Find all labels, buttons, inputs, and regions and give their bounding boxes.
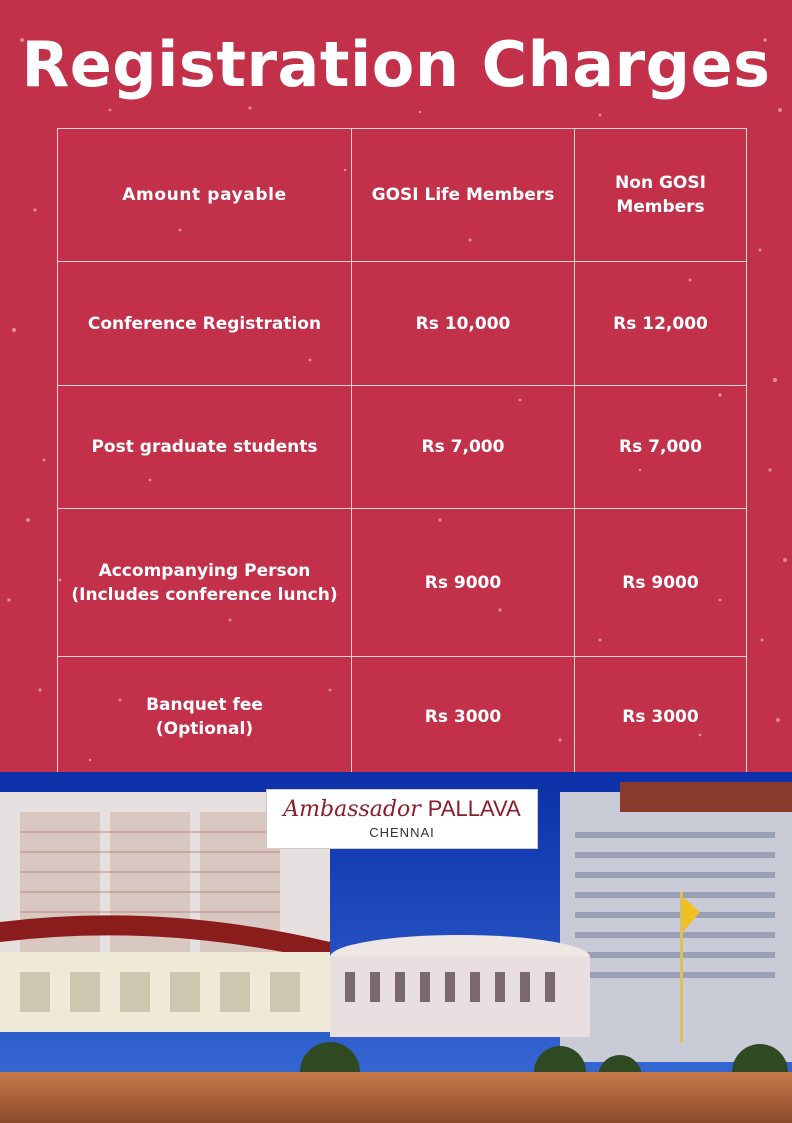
row-label-line1: Banquet fee [146,694,263,715]
table-row [58,657,747,773]
logo-script-text: Ambassador [283,797,421,822]
logo-wordmark [267,794,537,825]
table-row [58,262,747,386]
row-label: Post graduate students [58,386,352,509]
registration-charges-table [57,128,747,772]
header-non-gosi-members: Non GOSI Members [575,129,747,262]
gosi-fee: Rs 3000 [352,657,575,773]
page-title: Registration Charges [21,28,771,101]
non-gosi-fee: Rs 12,000 [575,262,747,386]
non-gosi-fee: Rs 9000 [575,509,747,657]
logo-city-text: CHENNAI [369,825,435,840]
row-label-line2: (Optional) [155,718,254,739]
non-gosi-fee: Rs 7,000 [575,386,747,509]
row-label: Conference Registration [58,262,352,386]
header-gosi-life-members: GOSI Life Members [352,129,575,262]
logo-brand-text: PALLAVA [427,796,521,821]
row-label-line2: (Includes conference lunch) [71,584,338,605]
non-gosi-fee: Rs 3000 [575,657,747,773]
table-row [58,386,747,509]
gosi-fee: Rs 7,000 [352,386,575,509]
table-row [58,509,747,657]
row-label-line1: Accompanying Person [98,560,311,581]
row-label [58,657,352,773]
row-label [58,509,352,657]
gosi-fee: Rs 10,000 [352,262,575,386]
gosi-fee: Rs 9000 [352,509,575,657]
header-amount-payable: Amount payable [58,129,352,262]
venue-logo [266,789,538,849]
table-header-row [58,129,747,262]
